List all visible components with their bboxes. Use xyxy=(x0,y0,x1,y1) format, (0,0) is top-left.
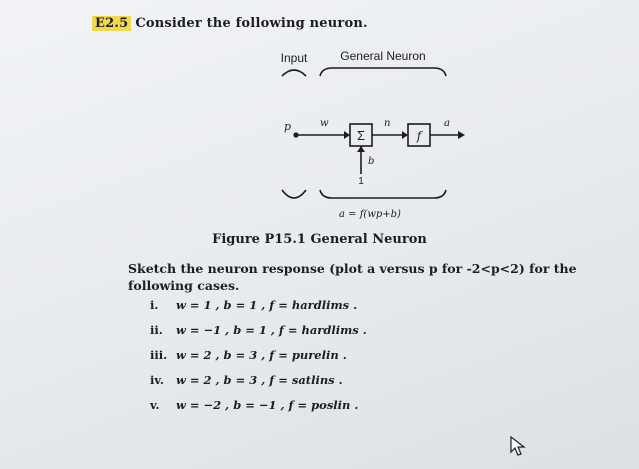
case-item xyxy=(150,398,367,423)
f-symbol: f xyxy=(416,129,422,143)
general-neuron-label: General Neuron xyxy=(340,49,426,63)
neuron-diagram xyxy=(262,44,482,224)
output-arrowhead xyxy=(458,131,465,139)
case-number: ii. xyxy=(150,323,163,337)
w-label: w xyxy=(320,118,329,129)
case-expression: w = −2 , b = −1 , f = poslin . xyxy=(176,398,359,412)
mouse-pointer-icon xyxy=(510,436,526,456)
bias-arrowhead xyxy=(357,146,365,152)
case-number: iii. xyxy=(150,348,168,362)
neuron-bottom-brace xyxy=(320,190,446,198)
input-top-brace xyxy=(282,70,306,76)
case-number: iv. xyxy=(150,373,164,387)
case-number: v. xyxy=(150,398,160,412)
case-item xyxy=(150,323,367,348)
problem-number: E2.5 xyxy=(92,16,131,31)
case-expression: w = 1 , b = 1 , f = hardlims . xyxy=(176,298,358,312)
net-arrowhead xyxy=(402,131,408,139)
neuron-top-brace xyxy=(320,68,446,76)
b-label: b xyxy=(368,156,375,167)
case-item xyxy=(150,373,367,398)
a-label: a xyxy=(444,118,450,129)
n-label: n xyxy=(384,118,391,129)
problem-title: Consider the following neuron. xyxy=(135,16,368,31)
problem-heading xyxy=(92,16,368,31)
case-expression: w = 2 , b = 3 , f = purelin . xyxy=(176,348,347,362)
input-bottom-brace xyxy=(282,190,306,198)
input-label: Input xyxy=(280,51,308,65)
case-item xyxy=(150,348,367,373)
p-label: p xyxy=(284,120,292,133)
weight-arrowhead xyxy=(344,131,350,139)
neuron-equation: a = f(wp+b) xyxy=(339,209,401,220)
case-expression: w = −1 , b = 1 , f = hardlims . xyxy=(176,323,367,337)
one-label: 1 xyxy=(358,176,364,187)
problem-statement: Sketch the neuron response (plot a versus p for -2<p<2) for the following cases. xyxy=(128,261,577,293)
sigma-symbol: Σ xyxy=(356,128,366,143)
case-item xyxy=(150,298,367,323)
case-number: i. xyxy=(150,298,159,312)
case-expression: w = 2 , b = 3 , f = satlins . xyxy=(176,373,343,387)
case-list xyxy=(150,298,367,423)
figure-caption: Figure P15.1 General Neuron xyxy=(212,232,427,247)
